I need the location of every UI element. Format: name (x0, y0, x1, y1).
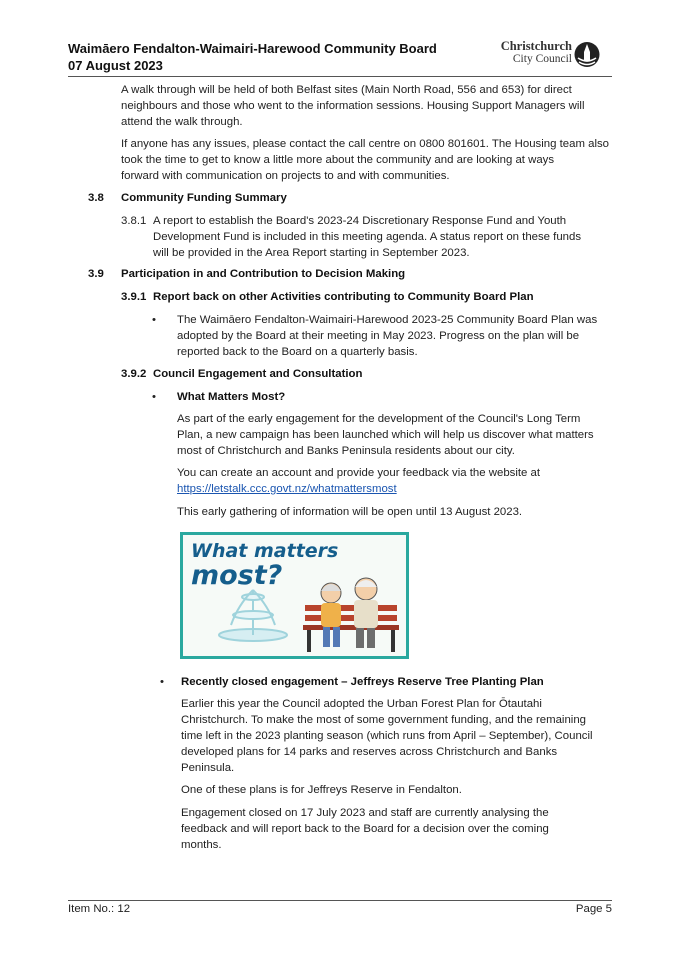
section-heading: Community Funding Summary (121, 192, 287, 204)
text-line: reported back to the Board on a quarterly basis. (177, 346, 418, 358)
bullet-heading: Recently closed engagement – Jeffreys Reserve Tree Planting Plan (181, 676, 544, 688)
text-line: Earlier this year the Council adopted the Urban Forest Plan for Ōtautahi (181, 698, 542, 710)
subsection-paragraph (153, 213, 581, 261)
subsection-number: 3.9.2 (121, 368, 147, 380)
page-header-title (68, 40, 437, 74)
text-line: developed plans for 14 parks and reserves across Christchurch and Banks (181, 746, 558, 758)
cathedral-icon (574, 41, 600, 68)
text-line: forward with communication on projects to and with communities. (121, 170, 450, 182)
what-matters-paragraph-2 (177, 465, 540, 497)
logo-line-2: City Council (512, 53, 572, 65)
what-matters-most-promo-image (180, 532, 409, 659)
text-line: neighbours and those who went to the information sessions. Housing Support Managers will (121, 100, 585, 112)
logo-line-1: Christchurch (500, 39, 572, 53)
bullet-heading: What Matters Most? (177, 391, 286, 403)
text-line: will be provided in the Area Report starting in September 2023. (153, 247, 470, 259)
header-meeting-date: 07 August 2023 (68, 58, 163, 73)
text-line: took the time to get to know a little more about the community and are looking at ways (121, 154, 555, 166)
header-committee-name: Waimāero Fendalton-Waimairi-Harewood Community Board (68, 41, 437, 56)
text-line: Peninsula. (181, 762, 235, 774)
bullet-paragraph (177, 312, 597, 360)
text-line: You can create an account and provide your feedback via the website at (177, 467, 541, 479)
whatmattersmost-link[interactable]: https://letstalk.ccc.govt.nz/whatmattersmost (177, 483, 397, 495)
christchurch-city-council-logo (496, 40, 606, 70)
promo-title (191, 540, 338, 590)
text-line: The Waimāero Fendalton-Waimairi-Harewood 2023-25 Community Board Plan was (177, 314, 598, 326)
subsection-heading: Council Engagement and Consultation (153, 368, 363, 380)
intro-paragraph-1 (121, 82, 585, 130)
section-number: 3.9 (88, 268, 104, 280)
jeffreys-paragraph-3 (181, 805, 549, 853)
section-number: 3.8 (88, 192, 104, 204)
bullet-point: • (160, 676, 164, 688)
promo-line-2: most? (191, 560, 283, 591)
text-line: If anyone has any issues, please contact the call centre on 0800 801601. The Housing team also (121, 138, 610, 150)
section-heading: Participation in and Contribution to Decision Making (121, 268, 406, 280)
intro-paragraph-2 (121, 136, 609, 184)
text-line: attend the walk through. (121, 116, 243, 128)
header-divider (68, 76, 612, 77)
text-line: Plan, a new campaign has been launched which will help us discover what matters (177, 429, 594, 441)
jeffreys-paragraph-1 (181, 696, 593, 776)
text-line: Christchurch. To make the most of some government funding, and the remaining (181, 714, 587, 726)
text-line: adopted by the Board at their meeting in May 2023. Progress on the plan will be (177, 330, 580, 342)
bullet-point: • (152, 391, 156, 403)
text-line: Development Fund is included in this meeting agenda. A status report on these funds (153, 231, 582, 243)
text-line: most of Christchurch and Banks Peninsula residents about our city. (177, 445, 515, 457)
footer-page-number: Page 5 (575, 903, 612, 915)
text-line: months. (181, 839, 222, 851)
text-line: feedback and will report back to the Board for a decision over the coming (181, 823, 549, 835)
text-line: time left in the 2023 planting season (which runs from April – September), Council (181, 730, 593, 742)
subsection-heading: Report back on other Activities contributing to Community Board Plan (153, 291, 534, 303)
text-line: A walk through will be held of both Belfast sites (Main North Road, 556 and 653) for direct (121, 84, 572, 96)
text-line: A report to establish the Board's 2023-24 Discretionary Response Fund and Youth (153, 215, 567, 227)
jeffreys-paragraph-2: One of these plans is for Jeffreys Reserve in Fendalton. (181, 784, 462, 796)
text-line: As part of the early engagement for the development of the Council's Long Term (177, 413, 581, 425)
footer-item-number: Item No.: 12 (68, 903, 131, 915)
promo-line-1: What matters (191, 540, 339, 562)
what-matters-paragraph-1 (177, 411, 594, 459)
subsection-number: 3.8.1 (121, 215, 147, 227)
footer-divider (68, 900, 612, 901)
what-matters-paragraph-3: This early gathering of information will be open until 13 August 2023. (177, 506, 523, 518)
bullet-point: • (152, 314, 156, 326)
text-line: Engagement closed on 17 July 2023 and staff are currently analysing the (181, 807, 549, 819)
subsection-number: 3.9.1 (121, 291, 147, 303)
